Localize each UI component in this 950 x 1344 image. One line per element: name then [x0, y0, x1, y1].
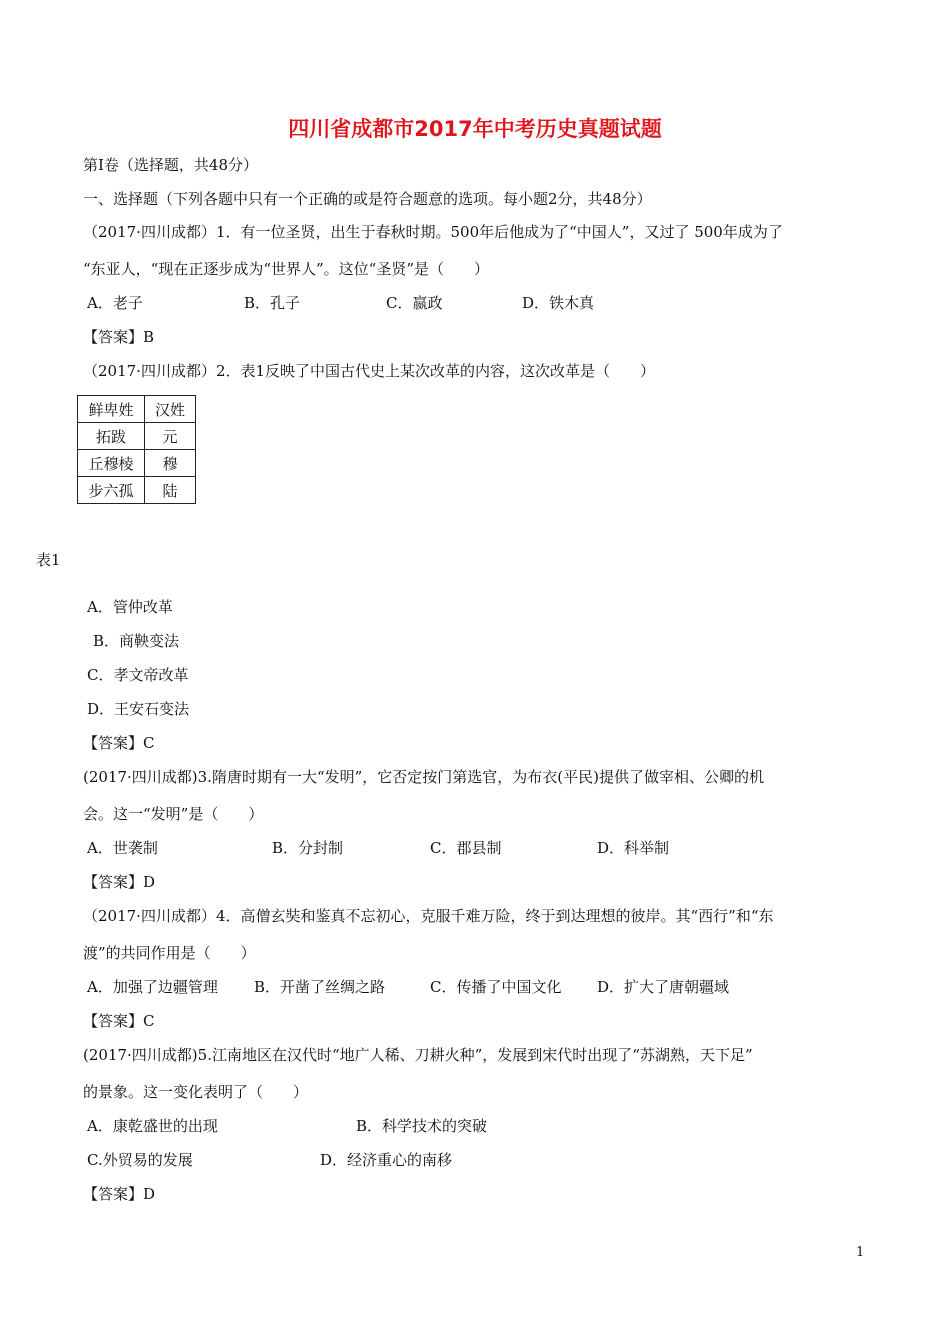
table-cell: 步六孤 — [78, 477, 145, 504]
q4-option-a: A．加强了边疆管理 — [87, 978, 218, 996]
q5-option-d: D．经济重心的南移 — [320, 1151, 453, 1169]
table-cell: 拓跋 — [78, 423, 145, 450]
page-number: 1 — [856, 1245, 865, 1260]
q5-option-a: A．康乾盛世的出现 — [87, 1117, 218, 1135]
q3-option-d: D．科举制 — [597, 839, 670, 857]
section-heading: 第I卷（选择题，共48分） — [83, 156, 259, 174]
surname-table — [77, 395, 196, 504]
q1-option-a: A．老子 — [87, 294, 143, 312]
table-caption: 表1 — [36, 551, 61, 569]
table-header-cell: 鲜卑姓 — [78, 396, 145, 423]
q2-option-d: D．王安石变法 — [87, 700, 190, 718]
table-header-row — [78, 396, 196, 423]
q5-stem-line-2: 的景象。这一变化表明了（ ） — [83, 1083, 309, 1101]
q5-stem-line-1: (2017·四川成都)5.江南地区在汉代时“地广人稀、刀耕火种”，发展到宋代时出现了“苏湖熟，天下足” — [83, 1046, 753, 1064]
q4-answer: 【答案】C — [83, 1012, 155, 1030]
q5-option-b: B．科学技术的突破 — [356, 1117, 488, 1135]
q1-stem-line-2: “东亚人，“现在正逐步成为“世界人”。这位“圣贤”是（ ） — [83, 260, 490, 278]
q1-stem-line-1: （2017·四川成都）1．有一位圣贤，出生于春秋时期。500年后他成为了“中国人”，又过了 500年成为了 — [83, 223, 783, 241]
q4-option-d: D．扩大了唐朝疆域 — [597, 978, 730, 996]
table-header-cell: 汉姓 — [145, 396, 196, 423]
instructions: 一、选择题（下列各题中只有一个正确的或是符合题意的选项。每小题2分，共48分） — [83, 190, 652, 208]
q4-option-b: B．开凿了丝绸之路 — [254, 978, 386, 996]
q4-stem-line-2: 渡”的共同作用是（ ） — [83, 944, 256, 962]
table-row — [78, 450, 196, 477]
q3-stem-line-1: (2017·四川成都)3.隋唐时期有一大“发明”，它否定按门第选官，为布衣(平民)提供了做宰相、公卿的机 — [83, 768, 765, 786]
table-cell: 陆 — [145, 477, 196, 504]
q2-answer: 【答案】C — [83, 734, 155, 752]
q3-stem-line-2: 会。这一“发明”是（ ） — [83, 805, 264, 823]
q2-option-a: A．管仲改革 — [87, 598, 173, 616]
q1-option-b: B．孔子 — [244, 294, 301, 312]
table-cell: 丘穆棱 — [78, 450, 145, 477]
q1-answer: 【答案】B — [83, 328, 155, 346]
table-cell: 穆 — [145, 450, 196, 477]
q3-option-a: A．世袭制 — [87, 839, 158, 857]
table-row — [78, 477, 196, 504]
q2-option-c: C．孝文帝改革 — [87, 666, 189, 684]
q5-option-c: C.外贸易的发展 — [87, 1151, 193, 1169]
q1-option-d: D．铁木真 — [522, 294, 595, 312]
q3-answer: 【答案】D — [83, 873, 156, 891]
q3-option-b: B．分封制 — [272, 839, 344, 857]
table-cell: 元 — [145, 423, 196, 450]
q4-stem-line-1: （2017·四川成都）4．高僧玄奘和鉴真不忘初心，克服千难万险，终于到达理想的彼岸。其“西行”和“东 — [83, 907, 774, 925]
q1-option-c: C．嬴政 — [386, 294, 443, 312]
page-title: 四川省成都市2017年中考历史真题试题 — [288, 117, 662, 141]
q3-option-c: C．郡县制 — [430, 839, 502, 857]
q2-stem-line-1: （2017·四川成都）2．表1反映了中国古代史上某次改革的内容，这次改革是（ ） — [83, 362, 656, 380]
table-row — [78, 423, 196, 450]
q2-option-b: B．商鞅变法 — [93, 632, 180, 650]
q5-answer: 【答案】D — [83, 1185, 156, 1203]
q4-option-c: C．传播了中国文化 — [430, 978, 562, 996]
